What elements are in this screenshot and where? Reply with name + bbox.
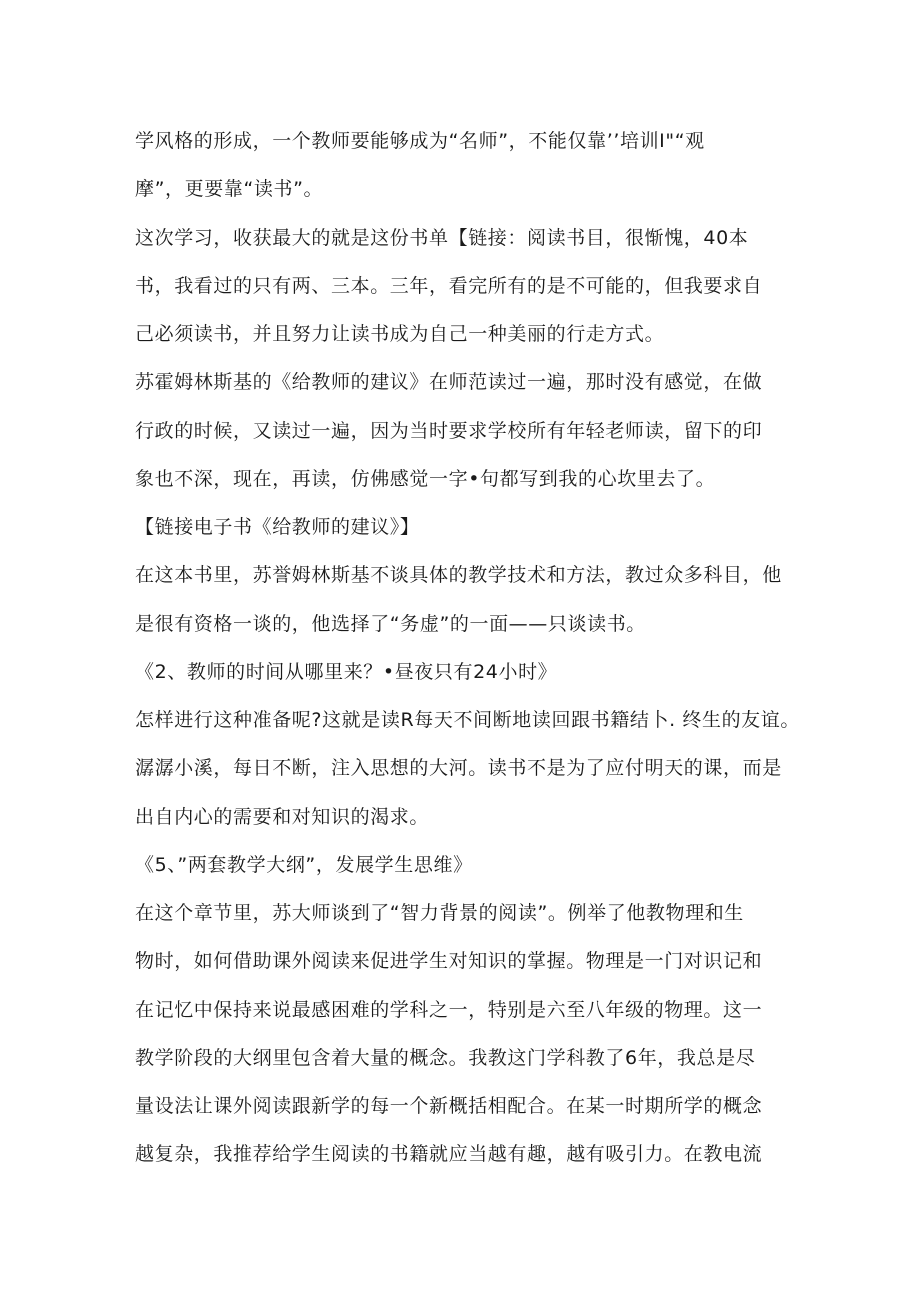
text-line: 《2、教师的时间从哪里来？•昼夜只有24小时》 <box>135 660 558 683</box>
text-line: 《5、”两套教学大纲”，发展学生思维》 <box>135 853 473 876</box>
text-line: 出自内心的需要和对知识的渴求。 <box>135 805 430 828</box>
text-line: 【链接电子书《给教师的建议》】 <box>135 516 420 538</box>
text-line: 书，我看过的只有两、三本。三年，看完所有的是不可能的，但我要求自 <box>135 274 763 297</box>
text-line: 量设法让课外阅读跟新学的每一个新概括相配合。在某一时期所学的概念 <box>135 1095 763 1117</box>
text-line: 物时，如何借助课外阅读来促进学生对知识的掌握。物理是一门对识记和 <box>135 950 763 973</box>
text-line: 潺潺小溪，每日不断，注入思想的大河。读书不是为了应付明天的课，而是 <box>135 757 782 780</box>
text-line: 越复杂，我推荐给学生阅读的书籍就应当越有趣，越有吸引力。在教电流 <box>135 1143 763 1166</box>
text-line: 己必须读书，并且努力让读书成为自己一种美丽的行走方式。 <box>135 323 665 345</box>
text-line: 在这个章节里，苏大师谈到了“智力背景的阅读”。例举了他教物理和生 <box>135 902 744 924</box>
body-text <box>135 122 825 1184</box>
text-line: 教学阶段的大纲里包含着大量的概念。我教这门学科教了6年，我总是尽 <box>135 1046 756 1069</box>
text-line: 摩”，更要靠“读书”。 <box>135 178 324 201</box>
text-line: 行政的时候，又读过一遍，因为当时要求学校所有年轻老师读，留下的印 <box>135 419 763 442</box>
text-line: 这次学习，收获最大的就是这份书单【链接：阅读书目，很惭愧，40本 <box>135 226 749 249</box>
text-line: 象也不深，现在，再读，仿佛感觉一字•句都写到我的心坎里去了。 <box>135 467 716 490</box>
text-line: 怎样进行这种准备呢?这就是读R每天不间断地读回跟书籍结卜. 终生的友谊。 <box>135 709 800 731</box>
text-line: 是很有资格一谈的，他选择了“务虚”的一面——只谈读书。 <box>135 612 646 635</box>
text-line: 在记忆中保持来说最感困难的学科之一，特别是六至八年级的物理。这一 <box>135 998 763 1021</box>
text-line: 苏霍姆林斯基的《给教师的建议》在师范读过一遍，那时没有感觉，在做 <box>135 371 763 394</box>
text-line: 在这本书里，苏誉姆林斯基不谈具体的教学技术和方法，教过众多科目，他 <box>135 564 782 587</box>
text-line: 学风格的形成，一个教师要能够成为“名师”，不能仅靠’’培训I"“观 <box>135 130 705 152</box>
